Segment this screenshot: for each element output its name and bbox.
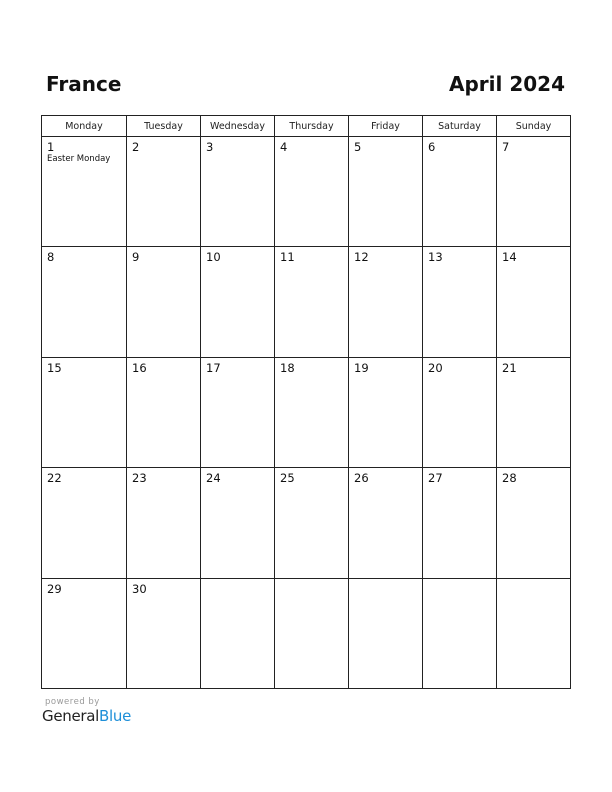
day-number: 12	[354, 250, 369, 265]
day-number: 22	[47, 471, 62, 486]
day-cell	[349, 358, 423, 468]
day-number: 14	[502, 250, 517, 265]
generalblue-logo[interactable]	[42, 707, 131, 725]
day-number: 18	[280, 360, 295, 375]
day-number: 13	[428, 250, 443, 265]
day-cell	[42, 247, 127, 357]
day-cell	[42, 358, 127, 468]
day-number: 23	[132, 471, 147, 486]
day-number: 6	[428, 140, 436, 154]
day-cell	[349, 137, 423, 247]
day-number: 2	[132, 140, 140, 154]
day-number: 25	[280, 471, 295, 486]
day-number: 24	[206, 471, 221, 486]
weekday-header-thursday: Thursday	[275, 116, 349, 137]
powered-by-label: powered by	[45, 697, 100, 707]
day-cell	[497, 579, 571, 689]
day-cell	[201, 579, 275, 689]
day-cell	[127, 579, 201, 689]
weekday-header-monday: Monday	[42, 116, 127, 137]
month-title: April 2024	[449, 72, 565, 96]
weekday-header-friday: Friday	[349, 116, 423, 137]
day-cell	[423, 247, 497, 357]
day-cell	[127, 247, 201, 357]
day-number: 5	[354, 140, 362, 154]
day-cell	[201, 247, 275, 357]
day-number: 21	[502, 360, 517, 375]
day-number: 10	[206, 250, 221, 265]
weekday-header-tuesday: Tuesday	[127, 116, 201, 137]
day-number: 26	[354, 471, 369, 486]
holiday-label: Easter Monday	[47, 154, 111, 164]
day-cell	[497, 247, 571, 357]
day-cell	[349, 247, 423, 357]
day-number: 29	[47, 581, 62, 596]
day-number: 3	[206, 140, 214, 154]
day-number: 16	[132, 360, 147, 375]
day-number: 27	[428, 471, 443, 486]
day-cell	[423, 137, 497, 247]
day-cell	[275, 247, 349, 357]
day-cell	[127, 468, 201, 578]
day-number: 1	[47, 140, 55, 154]
day-number: 8	[47, 250, 55, 265]
day-cell	[201, 358, 275, 468]
weekday-header-saturday: Saturday	[423, 116, 497, 137]
day-cell	[275, 137, 349, 247]
logo-blue-text: Blue	[99, 707, 132, 725]
day-number: 7	[502, 140, 510, 154]
day-cell	[201, 468, 275, 578]
day-cell	[349, 579, 423, 689]
country-title: France	[46, 72, 122, 96]
day-cell	[423, 358, 497, 468]
day-cell	[423, 468, 497, 578]
day-cell	[42, 468, 127, 578]
day-cell	[201, 137, 275, 247]
day-cell	[497, 137, 571, 247]
day-number: 17	[206, 360, 221, 375]
weekday-header-sunday: Sunday	[497, 116, 571, 137]
weekday-header-wednesday: Wednesday	[201, 116, 275, 137]
day-cell	[127, 358, 201, 468]
day-number: 20	[428, 360, 443, 375]
logo-general-text: General	[42, 707, 100, 725]
day-cell	[497, 468, 571, 578]
day-number: 28	[502, 471, 517, 486]
day-cell	[42, 137, 127, 247]
day-number: 19	[354, 360, 369, 375]
day-cell	[349, 468, 423, 578]
day-cell	[275, 468, 349, 578]
day-cell	[127, 137, 201, 247]
day-cell	[423, 579, 497, 689]
day-number: 9	[132, 250, 140, 265]
day-cell	[275, 579, 349, 689]
day-cell	[497, 358, 571, 468]
day-number: 15	[47, 360, 62, 375]
day-number: 11	[280, 250, 295, 265]
day-cell	[275, 358, 349, 468]
calendar-grid	[41, 115, 571, 689]
day-number: 4	[280, 140, 288, 154]
day-number: 30	[132, 581, 147, 596]
day-cell	[42, 579, 127, 689]
